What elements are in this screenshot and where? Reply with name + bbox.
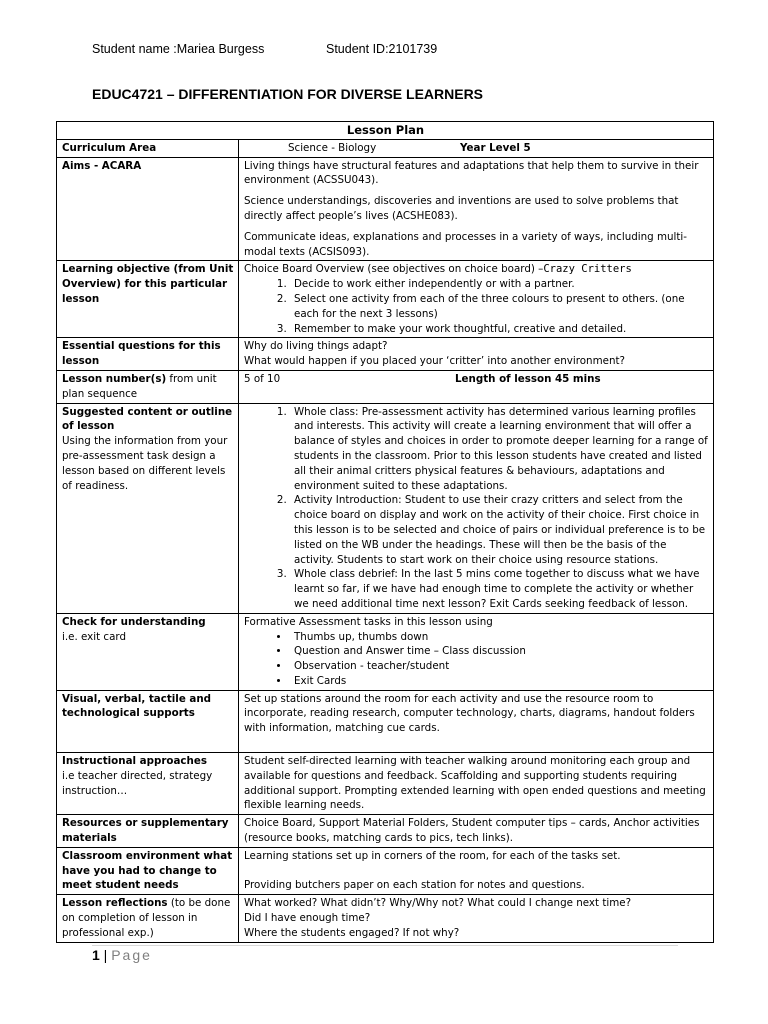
content-label-bold: Suggested content or outline of lesson [62, 405, 233, 433]
objective-list [244, 277, 709, 336]
content-list [244, 405, 709, 612]
check-intro: Formative Assessment tasks in this lesson using [244, 615, 493, 628]
list-item: 1. Whole class: Pre-assessment activity has determined various learning profiles and interests. This activity will create a learning environment that will offer a balance of styles and choices in order to promote deeper learning for a range of students in the classroom. Prior to this lesson students have created and listed all their animal critters physical features & behaviours, adaptations and environment suited to these adaptations. [290, 405, 709, 494]
table-row [57, 753, 714, 815]
lesson-number-value: 5 of 10 [244, 372, 281, 385]
lesson-number-label-rest: from unit plan sequence [62, 372, 217, 400]
lesson-number-cell [239, 370, 714, 403]
reflections-label [57, 895, 239, 942]
check-label-rest: i.e. exit card [62, 630, 126, 643]
curriculum-area-value: Science - Biology [288, 141, 377, 154]
student-id: Student ID:2101739 [326, 42, 438, 56]
essential-label: Essential questions for this lesson [57, 338, 239, 371]
table-row [57, 815, 714, 848]
table-row [57, 338, 714, 371]
objective-label: Learning objective (from Unit Overview) for this particular lesson [57, 261, 239, 338]
table-row [57, 690, 714, 752]
reflections-label-bold: Lesson reflections [62, 897, 168, 910]
table-row [57, 139, 714, 157]
supports-label: Visual, verbal, tactile and technological supports [57, 690, 239, 752]
environment-line: Providing butchers paper on each station for notes and questions. [244, 878, 585, 891]
essential-question: What would happen if you placed your ‘critter’ into another environment? [244, 355, 625, 368]
table-row [57, 613, 714, 690]
table-row [57, 370, 714, 403]
table-row [57, 895, 714, 942]
list-item: • Observation - teacher/student [290, 659, 709, 674]
aim-text: Communicate ideas, explanations and processes in a variety of ways, including multi-modal texts (ACSIS093). [244, 230, 687, 258]
aims-label: Aims - ACARA [57, 157, 239, 261]
table-row [57, 847, 714, 894]
resources-value: Choice Board, Support Material Folders, Student computer tips – cards, Anchor activities (resource books, matching cards to pics, tech links). [239, 815, 714, 848]
instructional-label [57, 753, 239, 815]
year-level: Year Level 5 [460, 141, 531, 154]
list-item: 3. Whole class debrief: In the last 5 mins come together to discuss what we have learnt so far, if we have had enough time to complete the activity or whether we need additional time next lesson? Exit Cards seeking feedback of lesson. [290, 567, 709, 611]
supports-value: Set up stations around the room for each activity and use the resource room to incorporate, reading research, computer technology, charts, diagrams, handout folders with information, matching cue cards. [239, 690, 714, 752]
instructional-label-rest: i.e teacher directed, strategy instruction… [62, 769, 213, 797]
essential-cell [239, 338, 714, 371]
lesson-number-label [57, 370, 239, 403]
check-cell [239, 613, 714, 690]
curriculum-area-label: Curriculum Area [57, 139, 239, 157]
list-item: • Exit Cards [290, 674, 709, 689]
essential-question: Why do living things adapt? [244, 340, 388, 353]
list-item: 3. Remember to make your work thoughtful, creative and detailed. [290, 322, 709, 337]
reflections-cell [239, 895, 714, 942]
content-label-rest: Using the information from your pre-assessment task design a lesson based on different levels of readiness. [62, 435, 228, 492]
table-row [57, 157, 714, 261]
list-item: 1. Decide to work either independently or with a partner. [290, 277, 709, 292]
lesson-number-label-bold: Lesson number(s) [62, 372, 167, 385]
environment-cell [239, 847, 714, 894]
page-number: 1 [92, 947, 100, 963]
reflection-question: Did I have enough time? [244, 912, 371, 925]
environment-line: Learning stations set up in corners of the room, for each of the tasks set. [244, 849, 621, 862]
lesson-plan-table [56, 121, 714, 943]
aims-cell [239, 157, 714, 261]
table-row [57, 403, 714, 613]
content-cell [239, 403, 714, 613]
content-label [57, 403, 239, 613]
list-item: • Thumbs up, thumbs down [290, 630, 709, 645]
student-header [92, 42, 438, 56]
page-footer [92, 947, 152, 963]
page-separator: | [99, 947, 112, 963]
footer-divider [92, 945, 678, 946]
document-title: EDUC4721 – DIFFERENTIATION FOR DIVERSE LEARNERS [92, 86, 484, 102]
check-list [244, 630, 709, 689]
instructional-label-bold: Instructional approaches [62, 755, 207, 768]
check-label-bold: Check for understanding [62, 615, 206, 628]
resources-label: Resources or supplementary materials [57, 815, 239, 848]
objective-cell [239, 261, 714, 338]
reflection-question: Where the students engaged? If not why? [244, 926, 460, 939]
crazy-critters-tag: Crazy Critters [543, 263, 632, 276]
aim-text: Science understandings, discoveries and inventions are used to solve problems that directly affect people’s lives (ACSHE083). [244, 195, 679, 222]
list-item: 2. Activity Introduction: Student to use their crazy critters and select from the choice board on display and work on the activity of their choice. First choice in this lesson is to be selected and choice of pairs or individual preference is to be listed on the WB under the headings. These will then be the basis of the activity. Students to start work on their choice using resource stations. [290, 493, 709, 567]
student-name: Student name :Mariea Burgess [92, 42, 265, 56]
aim-text: Living things have structural features and adaptations that help them to survive in their environment (ACSSU043). [244, 159, 699, 187]
objective-intro: Choice Board Overview (see objectives on choice board) – [244, 263, 544, 276]
reflections-label-rest: (to be done on completion of lesson in professional exp.) [62, 897, 231, 939]
reflection-question: What worked? What didn’t? Why/Why not? What could I change next time? [244, 897, 632, 910]
list-item: • Question and Answer time – Class discussion [290, 644, 709, 659]
environment-label: Classroom environment what have you had to change to meet student needs [57, 847, 239, 894]
curriculum-area-cell [239, 139, 714, 157]
table-row [57, 261, 714, 338]
instructional-value: Student self-directed learning with teacher walking around monitoring each group and available for questions and feedback. Scaffolding and supporting students requiring additional support. Prompting extended learning with open ended questions and meeting flexible learning needs. [239, 753, 714, 815]
lesson-length: Length of lesson 45 mins [455, 372, 601, 385]
table-heading: Lesson Plan [57, 122, 714, 140]
list-item: 2. Select one activity from each of the three colours to present to others. (one each for the next 3 lessons) [290, 292, 709, 322]
page-word: Page [111, 947, 152, 963]
check-label [57, 613, 239, 690]
